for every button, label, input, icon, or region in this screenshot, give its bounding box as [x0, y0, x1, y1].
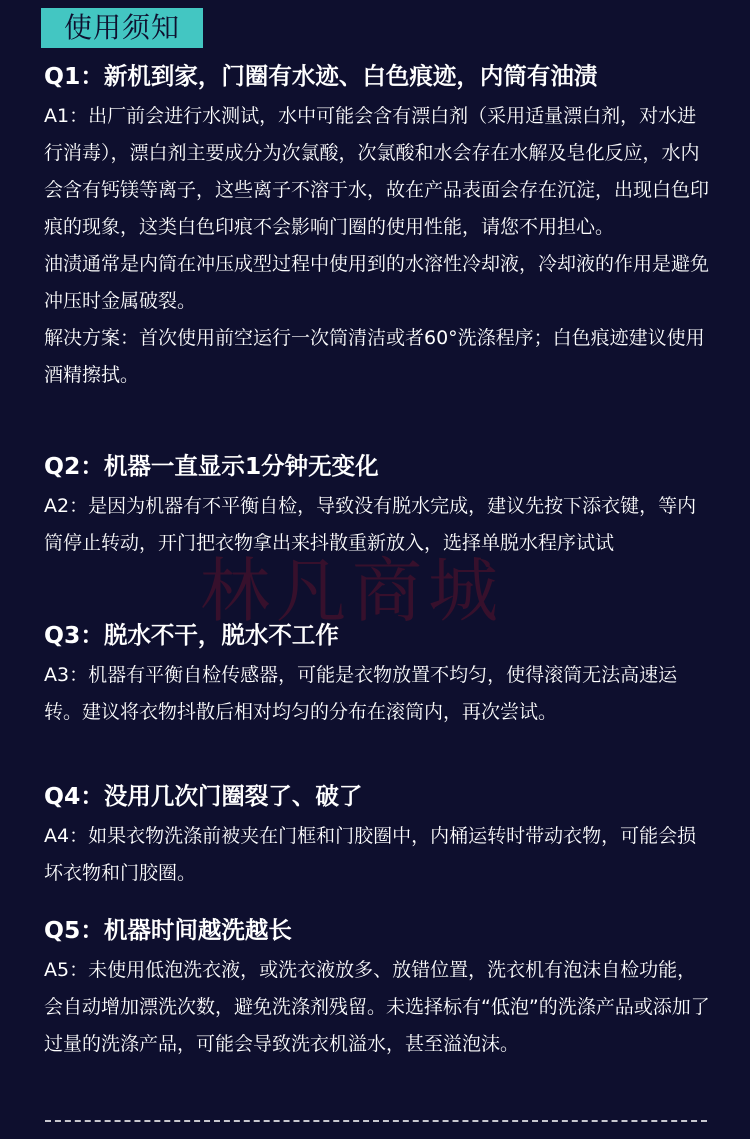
- faq-answer-paragraph: A3：机器有平衡自检传感器，可能是衣物放置不均匀，使得滚筒无法高速运转。建议将衣物抖散后相对均匀的分布在滚筒内，再次尝试。: [44, 664, 678, 723]
- faq-answer-paragraph: A5：未使用低泡洗衣液，或洗衣液放多、放错位置，洗衣机有泡沫自检功能，会自动增加漂洗次数，避免洗涤剂残留。未选择标有“低泡”的洗涤产品或添加了过量的洗涤产品，可能会导致洗衣机溢水，甚至溢泡沫。: [44, 959, 710, 1055]
- faq-item-1: [44, 60, 710, 394]
- faq-item-2: [44, 450, 710, 562]
- faq-answer: [44, 952, 710, 1063]
- faq-item-3: [44, 619, 710, 731]
- section-header-badge: [41, 8, 203, 48]
- faq-question: Q1：新机到家，门圈有水迹、白色痕迹，内筒有油渍: [44, 62, 598, 90]
- faq-answer-paragraph: A4：如果衣物洗涤前被夹在门框和门胶圈中，内桶运转时带动衣物，可能会损坏衣物和门胶圈。: [44, 825, 697, 884]
- faq-answer: [44, 488, 710, 562]
- faq-answer-paragraph: 油渍通常是内筒在冲压成型过程中使用到的水溶性冷却液，冷却液的作用是避免冲压时金属破裂。: [44, 253, 710, 312]
- faq-question: Q4：没用几次门圈裂了、破了: [44, 782, 363, 810]
- faq-answer: [44, 657, 710, 731]
- faq-item-4: [44, 780, 710, 892]
- faq-answer: [44, 818, 710, 892]
- faq-answer-paragraph: A2：是因为机器有不平衡自检，导致没有脱水完成，建议先按下添衣键，等内筒停止转动，开门把衣物拿出来抖散重新放入，选择单脱水程序试试: [44, 495, 697, 554]
- faq-item-5: [44, 914, 710, 1063]
- faq-answer: [44, 98, 710, 394]
- faq-question: Q3：脱水不干，脱水不工作: [44, 621, 339, 649]
- faq-answer-paragraph: A1：出厂前会进行水测试，水中可能会含有漂白剂（采用适量漂白剂，对水进行消毒），漂白剂主要成分为次氯酸，次氯酸和水会存在水解及皂化反应，水内会含有钙镁等离子，这些离子不溶于水，故在产品表面会存在沉淀，出现白色印痕的现象，这类白色印痕不会影响门圈的使用性能，请您不用担心。: [44, 105, 710, 238]
- faq-question: Q2：机器一直显示1分钟无变化: [44, 452, 379, 480]
- section-title: 使用须知: [63, 11, 180, 44]
- faq-answer-paragraph: 解决方案：首次使用前空运行一次筒清洁或者60°洗涤程序；白色痕迹建议使用酒精擦拭。: [44, 327, 705, 386]
- faq-question: Q5：机器时间越洗越长: [44, 916, 292, 944]
- dashed-divider: [45, 1120, 707, 1122]
- shop-watermark: 林凡商城: [200, 550, 504, 632]
